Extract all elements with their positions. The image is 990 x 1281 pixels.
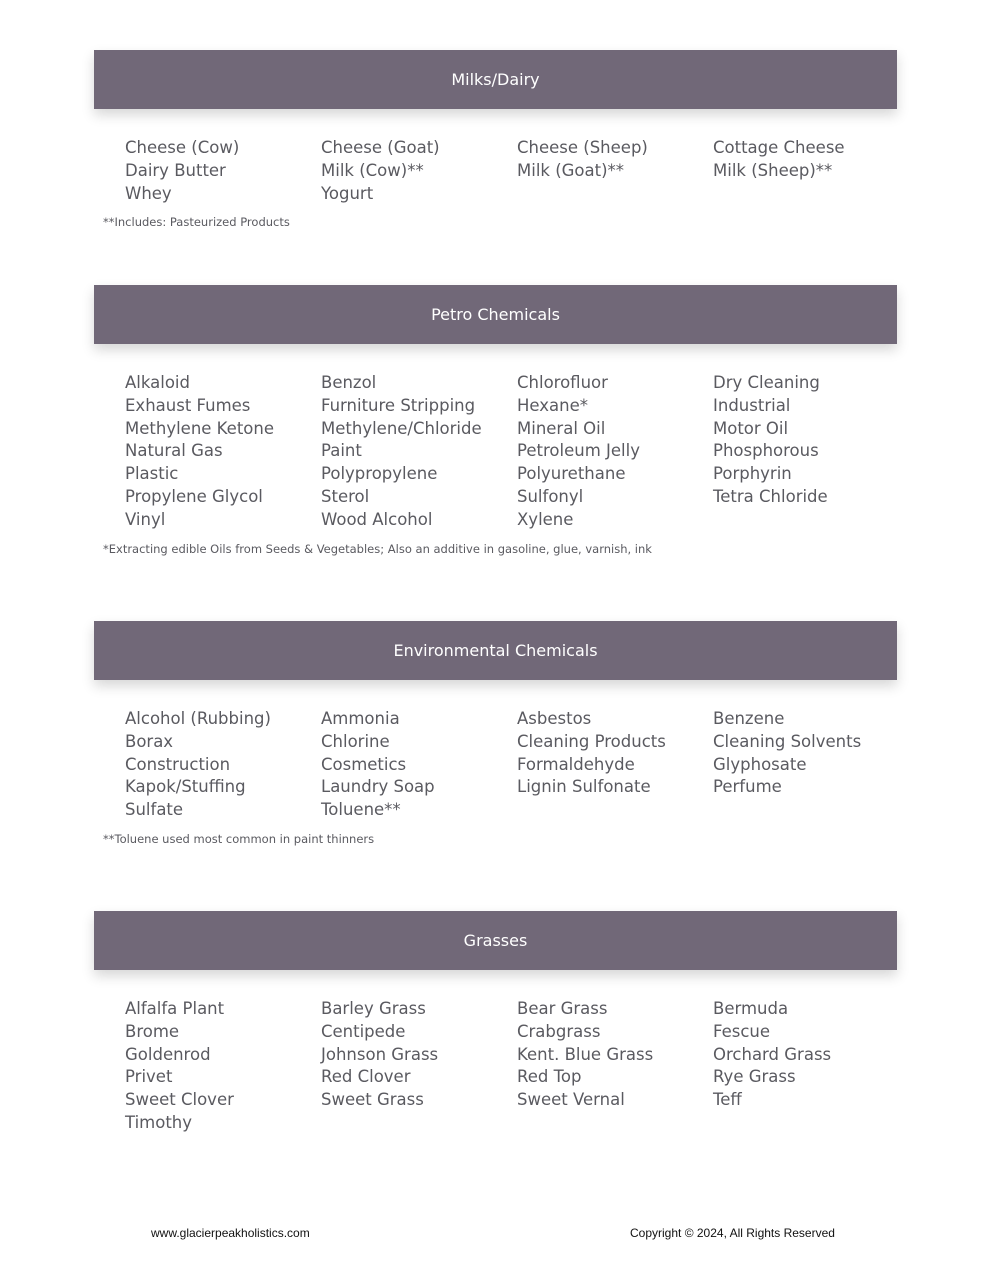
list-item: Centipede	[321, 1021, 406, 1041]
list-item: Fescue	[713, 1021, 771, 1041]
list-item: Sweet Grass	[321, 1090, 424, 1110]
list-item: Cottage Cheese	[713, 138, 845, 157]
list-item: Cheese (Sheep)	[517, 138, 648, 157]
list-item: Asbestos	[517, 709, 592, 728]
list-item: Cheese (Goat)	[321, 138, 440, 157]
list-item: Natural Gas	[125, 441, 223, 461]
list-item: Barley Grass	[321, 999, 426, 1018]
list-item: Cheese (Cow)	[125, 138, 240, 157]
list-item: Methylene/Chloride	[321, 418, 482, 438]
footer-copyright: Copyright © 2024, All Rights Reserved	[630, 1226, 835, 1240]
list-item: Industrial	[713, 395, 791, 415]
list-item: Phosphorous	[713, 441, 819, 461]
list-item: Yogurt	[321, 183, 374, 203]
list-item: Xylene	[517, 509, 574, 529]
list-item: Polyurethane	[517, 464, 626, 484]
list-item: Kapok/Stuffing	[125, 777, 246, 797]
list-item: Vinyl	[125, 509, 166, 529]
section-petro-chemicals	[94, 285, 897, 556]
section-header: Grasses	[94, 911, 897, 970]
list-item: Chlorofluor	[517, 373, 608, 392]
list-item: Toluene**	[321, 800, 401, 820]
footer-website-link[interactable]: www.glacierpeakholistics.com	[151, 1226, 310, 1240]
list-item: Lignin Sulfonate	[517, 777, 651, 797]
section-header: Environmental Chemicals	[94, 621, 897, 680]
list-item: Chlorine	[321, 731, 390, 751]
list-item: Petroleum Jelly	[517, 441, 640, 461]
item-grid	[94, 708, 897, 822]
list-item: Sulfate	[125, 800, 184, 820]
list-item: Rye Grass	[713, 1067, 796, 1087]
list-item: Orchard Grass	[713, 1044, 832, 1064]
list-item: Mineral Oil	[517, 418, 606, 438]
list-item: Benzene	[713, 709, 785, 728]
list-item: Timothy	[125, 1112, 193, 1132]
list-item: Benzol	[321, 373, 377, 392]
list-item: Formaldehyde	[517, 754, 635, 774]
list-item: Exhaust Fumes	[125, 395, 251, 415]
section-footnote: **Toluene used most common in paint thinners	[103, 831, 375, 846]
list-item: Dry Cleaning	[713, 373, 820, 392]
list-item: Ammonia	[321, 709, 400, 728]
list-item: Whey	[125, 183, 172, 203]
list-item: Bear Grass	[517, 999, 608, 1018]
list-item: Crabgrass	[517, 1021, 601, 1041]
section-header: Milks/Dairy	[94, 50, 897, 109]
list-item: Cosmetics	[321, 754, 407, 774]
list-item: Bermuda	[713, 999, 789, 1018]
section-header: Petro Chemicals	[94, 285, 897, 344]
list-item: Red Top	[517, 1067, 582, 1087]
list-item: Brome	[125, 1021, 180, 1041]
list-item: Milk (Goat)**	[517, 160, 625, 180]
list-item: Alkaloid	[125, 373, 190, 392]
list-item: Wood Alcohol	[321, 509, 433, 529]
list-item: Motor Oil	[713, 418, 789, 438]
list-item: Johnson Grass	[321, 1044, 439, 1064]
list-item: Furniture Stripping	[321, 395, 476, 415]
list-item: Red Clover	[321, 1067, 411, 1087]
list-item: Methylene Ketone	[125, 418, 274, 438]
list-item: Privet	[125, 1067, 173, 1087]
list-item: Sweet Vernal	[517, 1090, 625, 1110]
list-item: Sterol	[321, 486, 370, 506]
section-milks-dairy	[94, 50, 897, 229]
list-item: Paint	[321, 441, 362, 461]
list-item: Dairy Butter	[125, 160, 226, 180]
list-item: Construction	[125, 754, 231, 774]
item-grid	[94, 137, 897, 205]
section-footnote: **Includes: Pasteurized Products	[103, 215, 290, 230]
section-environmental-chemicals	[94, 621, 897, 846]
section-footnote: *Extracting edible Oils from Seeds & Vegetables; Also an additive in gasoline, glue, varnish, ink	[103, 541, 652, 556]
list-item: Teff	[713, 1090, 742, 1110]
list-item: Milk (Sheep)**	[713, 160, 833, 180]
list-item: Sulfonyl	[517, 486, 584, 506]
list-item: Polypropylene	[321, 464, 438, 484]
list-item: Cleaning Products	[517, 731, 666, 751]
list-item: Propylene Glycol	[125, 486, 263, 506]
list-item: Glyphosate	[713, 754, 807, 774]
list-item: Borax	[125, 731, 174, 751]
list-item: Sweet Clover	[125, 1090, 234, 1110]
list-item: Perfume	[713, 777, 782, 797]
list-item: Goldenrod	[125, 1044, 211, 1064]
list-item: Milk (Cow)**	[321, 160, 424, 180]
item-grid	[94, 372, 897, 532]
list-item: Hexane*	[517, 395, 589, 415]
list-item: Tetra Chloride	[713, 486, 828, 506]
list-item: Porphyrin	[713, 464, 792, 484]
list-item: Cleaning Solvents	[713, 731, 862, 751]
list-item: Kent. Blue Grass	[517, 1044, 654, 1064]
list-item: Alcohol (Rubbing)	[125, 709, 271, 728]
list-item: Plastic	[125, 464, 179, 484]
item-grid	[94, 998, 897, 1135]
list-item: Laundry Soap	[321, 777, 435, 797]
section-grasses	[94, 911, 897, 1135]
list-item: Alfalfa Plant	[125, 999, 225, 1018]
